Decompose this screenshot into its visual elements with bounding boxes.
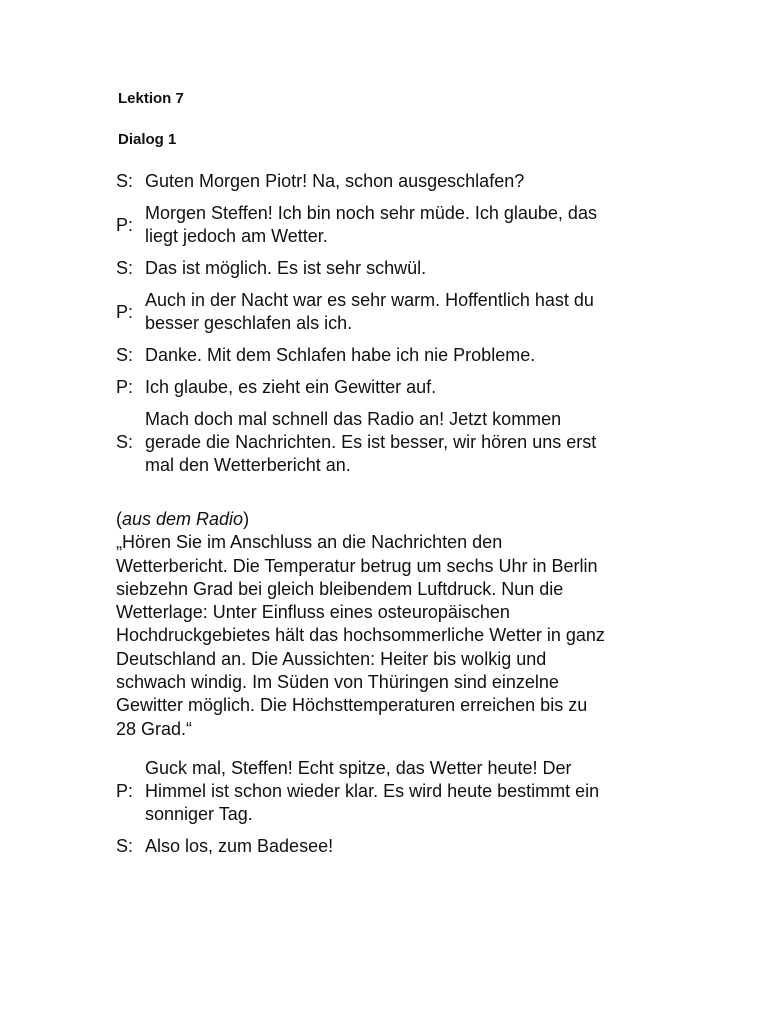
dialog-part-2 — [116, 757, 656, 867]
radio-line: Gewitter möglich. Die Höchsttemperaturen erreichen bis zu — [116, 695, 588, 716]
utterance-line: Guten Morgen Piotr! Na, schon ausgeschlafen? — [145, 171, 525, 191]
utterance-line: Morgen Steffen! Ich bin noch sehr müde. Ich glaube, das — [145, 203, 597, 223]
utterance-line: Himmel ist schon wieder klar. Es wird heute bestimmt ein — [145, 781, 600, 801]
utterance — [145, 170, 656, 193]
radio-line: Deutschland an. Die Aussichten: Heiter bis wolkig und — [116, 648, 547, 669]
radio-line: siebzehn Grad bei gleich bleibendem Luftdruck. Nun die — [116, 578, 564, 599]
utterance — [145, 757, 656, 826]
dialog-turn — [116, 257, 656, 280]
dialog-turn — [116, 289, 656, 335]
speaker-label: S: — [116, 171, 134, 191]
utterance — [145, 289, 656, 335]
speaker-label: P: — [116, 781, 134, 801]
utterance — [145, 408, 656, 477]
radio-line: schwach windig. Im Süden von Thüringen sind einzelne — [116, 672, 559, 693]
speaker-label: S: — [116, 258, 134, 278]
utterance-line: liegt jedoch am Wetter. — [145, 226, 328, 246]
dialog-turn — [116, 344, 656, 367]
utterance-line: Ich glaube, es zieht ein Gewitter auf. — [145, 377, 437, 397]
utterance-line: besser geschlafen als ich. — [145, 313, 353, 333]
dialog-turn — [116, 835, 656, 858]
dialog-part-1 — [116, 170, 656, 486]
dialog-turn — [116, 757, 656, 826]
utterance-line: Das ist möglich. Es ist sehr schwül. — [145, 258, 427, 278]
speaker-label: P: — [116, 214, 134, 235]
radio-line: Wetterbericht. Die Temperatur betrug um sechs Uhr in Berlin — [116, 555, 598, 576]
speaker-label: S: — [116, 432, 134, 452]
utterance-line: Danke. Mit dem Schlafen habe ich nie Probleme. — [145, 345, 536, 365]
utterance — [145, 257, 656, 280]
utterance-line: gerade die Nachrichten. Es ist besser, wir hören uns erst — [145, 432, 597, 452]
utterance — [145, 202, 656, 248]
speaker-label: S: — [116, 836, 134, 856]
utterance — [145, 835, 656, 858]
utterance — [145, 344, 656, 367]
radio-line: „Hören Sie im Anschluss an die Nachrichten den — [116, 532, 503, 553]
dialog-title: Dialog 1 — [118, 131, 177, 148]
radio-line: Wetterlage: Unter Einfluss eines osteuropäischen — [116, 602, 510, 623]
radio-label-text: aus dem Radio — [122, 509, 244, 529]
dialog-turn — [116, 408, 656, 477]
utterance-line: Mach doch mal schnell das Radio an! Jetzt kommen — [145, 409, 562, 429]
dialog-turn — [116, 202, 656, 248]
utterance-line: mal den Wetterbericht an. — [145, 455, 351, 475]
utterance-line: Auch in der Nacht war es sehr warm. Hoffentlich hast du — [145, 290, 594, 310]
radio-line: 28 Grad.“ — [116, 718, 193, 739]
utterance-line: Guck mal, Steffen! Echt spitze, das Wetter heute! Der — [145, 758, 572, 778]
speaker-label: P: — [116, 301, 134, 322]
radio-line: Hochdruckgebietes hält das hochsommerliche Wetter in ganz — [116, 625, 605, 646]
radio-label-open: ( — [116, 509, 122, 529]
radio-report — [116, 508, 656, 741]
dialog-turn — [116, 376, 656, 399]
radio-label — [116, 508, 656, 531]
utterance-line: sonniger Tag. — [145, 804, 253, 824]
utterance-line: Also los, zum Badesee! — [145, 836, 334, 856]
speaker-label: S: — [116, 345, 134, 365]
speaker-label: P: — [116, 377, 134, 397]
utterance — [145, 376, 656, 399]
dialog-turn — [116, 170, 656, 193]
lesson-title: Lektion 7 — [118, 90, 184, 107]
radio-label-close: ) — [243, 509, 250, 529]
